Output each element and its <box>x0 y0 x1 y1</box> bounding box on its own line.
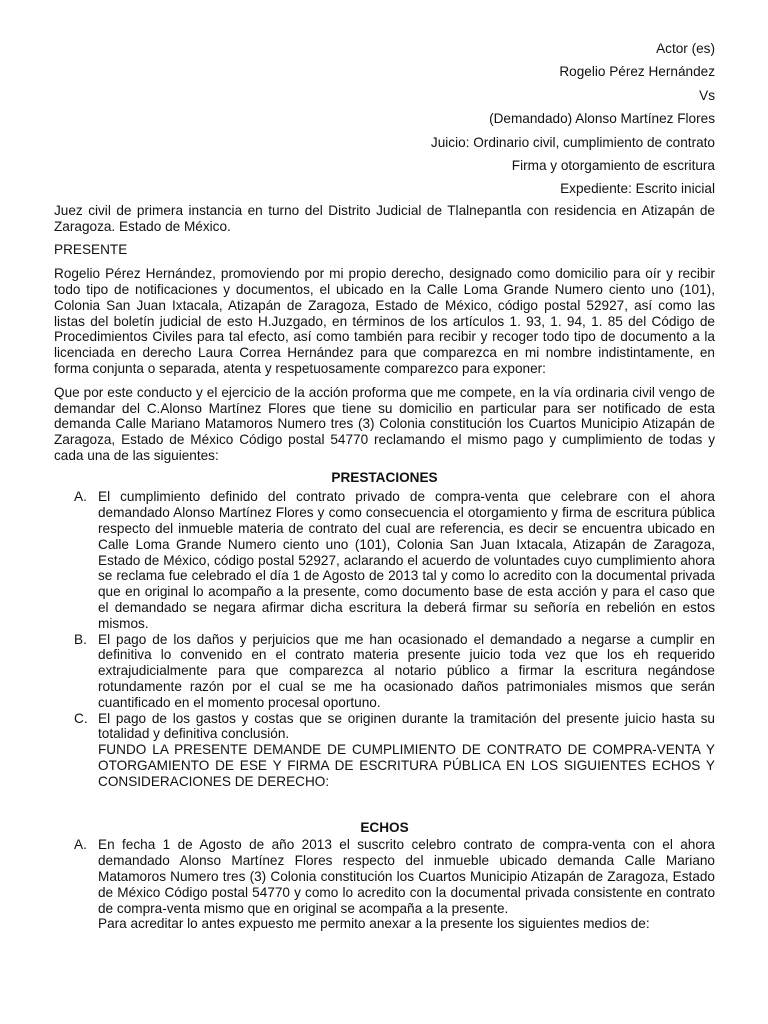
list-item-text: El pago de los gastos y costas que se originen durante la tramitación del presente juicio hasta su totalidad y definitiva conclusión. <box>98 710 715 742</box>
list-marker: A. <box>74 837 87 853</box>
header-actor-label: Actor (es) <box>656 41 715 56</box>
presente-heading: PRESENTE <box>54 242 128 258</box>
prestaciones-list <box>54 489 715 742</box>
header-file: Expediente: Escrito inicial <box>560 181 715 197</box>
list-item <box>74 631 715 711</box>
list-item <box>74 489 715 631</box>
header-versus: Vs <box>699 87 715 103</box>
list-marker: A. <box>74 489 87 505</box>
header-actor-name: Rogelio Pérez Hernández <box>559 64 715 80</box>
addressee-paragraph: Juez civil de primera instancia en turno del Distrito Judicial de Tlalnepantla con residencia en Atizapán de Zaragoza. Estado de México. <box>54 202 715 234</box>
list-item-text: En fecha 1 de Agosto de año 2013 el suscrito celebro contrato de compra-venta con el ahora demandado Alonso Martínez Flores respecto del inmueble ubicado demanda Calle Mariano Matamoros Numero tres (3) Colonia constitución los Cuartos Municipio Atizapán de Zaragoza, Estado de México Código postal 54770 y como lo acredito con la documental privada consistente en contrato de compra-venta mismo que en original se acompaña a la presente. <box>98 837 715 916</box>
demand-paragraph: Que por este conducto y el ejercicio de la acción proforma que me compete, en la vía ordinaria civil vengo de demandar del C.Alonso Martínez Flores que tiene su domicilio en particular para ser notificado de esta demanda Calle Mariano Matamoros Numero tres (3) Colonia constitución los Cuartos Municipio Atizapán de Zaragoza, Estado de México Código postal 54770 reclamando el mismo pago y cumplimiento de todas y cada una de las siguientes: <box>54 384 715 463</box>
document-page <box>54 41 715 932</box>
header-deed: Firma y otorgamiento de escritura <box>511 157 715 173</box>
header-trial-type: Juicio: Ordinario civil, cumplimiento de contrato <box>430 134 715 150</box>
case-header <box>54 41 715 205</box>
list-item-text: El pago de los daños y perjuicios que me han ocasionado el demandado a negarse a cumplir en definitiva lo convenido en el contrato materia presente juicio toda vez que los eh requerido extrajudicialmente para que comparezca al notario público a firmar la escritura negándose rotundamente razón por el cual se me ha ocasionado daños patrimoniales mismos que serán cuantificado en el momento procesal oportuno. <box>98 631 715 710</box>
evidence-paragraph: Para acreditar lo antes expuesto me permito anexar a la presente los siguientes medios de: <box>98 916 650 932</box>
list-item <box>74 710 715 743</box>
list-item-text: El cumplimiento definido del contrato privado de compra-venta que celebrare con el ahora demandado Alonso Martínez Flores y como consecuencia el otorgamiento y firma de escritura pública respecto del inmueble materia de contrato del cual are referencia, es decir se encuentra ubicado en Calle Loma Grande Numero ciento uno (101), Colonia San Juan Ixtacala, Atizapán de Zaragoza, Estado de México, código postal 52927, aclarando el acuerdo de voluntades cuyo cumplimiento ahora se reclama fue celebrado el día 1 de Agosto de 2013 tal y como lo acredito con la documental privada que en original lo acompaño a la presente, como documento base de esta acción y para el caso que el demandado se negara afirmar dicha escritura la deberá firmar su señoría en rebelión en estos mismos. <box>98 489 715 631</box>
prestaciones-heading: PRESTACIONES <box>331 469 438 485</box>
echos-heading: ECHOS <box>360 819 409 835</box>
intro-paragraph: Rogelio Pérez Hernández, promoviendo por mi propio derecho, designado como domicilio para oír y recibir todo tipo de notificaciones y documentos, el ubicado en la Calle Loma Grande Numero ciento uno (101), Colonia San Juan Ixtacala, Atizapán de Zaragoza, Estado de México, código postal 52927, así como las listas del boletín judicial de esto H.Juzgado, en términos de los artículos 1. 93, 1. 94, 1. 85 del Código de Procedimientos Civiles para tal efecto, así como también para recibir y recoger todo tipo de documento a la licenciada en derecho Laura Correa Hernández para que comparezca en mi nombre indistintamente, en forma conjunta o separada, atenta y respetuosamente comparezco para exponer: <box>54 266 715 376</box>
echos-list <box>54 837 715 916</box>
list-item <box>74 837 715 916</box>
fundo-paragraph: FUNDO LA PRESENTE DEMANDE DE CUMPLIMIENTO DE CONTRATO DE COMPRA-VENTA Y OTORGAMIENTO DE ESE Y FIRMA DE ESCRITURA PÚBLICA EN LOS SIGUIENTES ECHOS Y CONSIDERACIONES DE DERECHO: <box>98 742 715 789</box>
header-defendant: (Demandado) Alonso Martínez Flores <box>489 111 715 127</box>
list-marker: C. <box>74 710 88 726</box>
list-marker: B. <box>74 631 87 647</box>
